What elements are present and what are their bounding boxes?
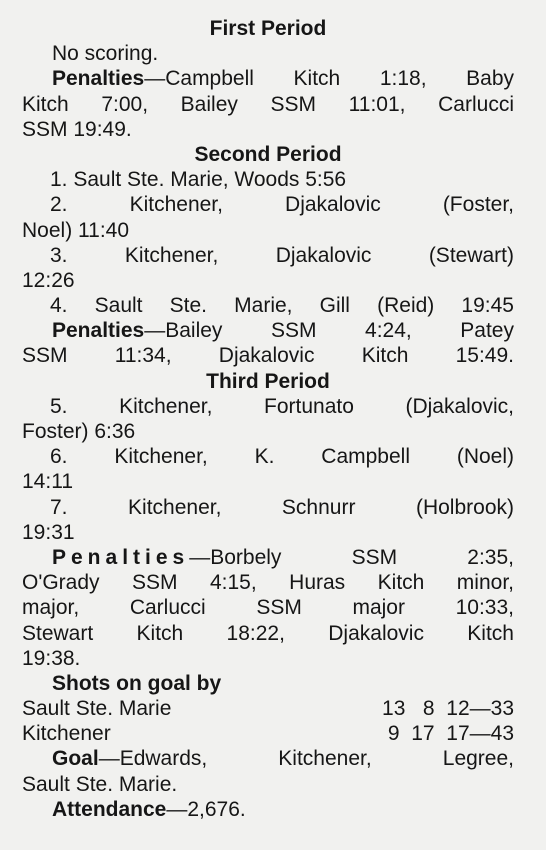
- goal-1: 1. Sault Ste. Marie, Woods 5:56: [50, 168, 347, 192]
- goal-4: 4. Sault Ste. Marie, Gill (Reid) 19:45: [50, 294, 514, 318]
- shots-p3: 12: [446, 697, 470, 721]
- goal-3-line-1: 3. Kitchener, Djakalovic (Stewart): [50, 243, 514, 267]
- shots-p1: 9: [387, 722, 400, 746]
- goal-7-line-2: 19:31: [22, 520, 75, 544]
- shots-total: 33: [490, 697, 514, 721]
- shots-total: 43: [490, 722, 514, 746]
- shots-values: [388, 721, 514, 746]
- shots-row-kitchener: [22, 721, 514, 746]
- shots-p3: 17: [446, 722, 470, 746]
- shots-team: Kitchener: [22, 722, 111, 746]
- first-period-penalties-line-3: SSM 19:49.: [22, 117, 132, 141]
- shots-p1: 13: [382, 697, 406, 721]
- shots-p2: 8: [422, 697, 435, 721]
- goalies-line-1: [22, 746, 514, 771]
- second-period-heading: Second Period: [194, 142, 342, 166]
- goal-2-line-2: Noel) 11:40: [22, 218, 130, 242]
- box-score-column: [22, 16, 514, 822]
- penalties-text: —Campbell Kitch 1:18, Baby: [144, 67, 514, 91]
- penalties-text: —Bailey SSM 4:24, Patey: [144, 319, 514, 343]
- shots-team: Sault Ste. Marie: [22, 697, 172, 721]
- goal-2-line-1: 2. Kitchener, Djakalovic (Foster,: [50, 193, 514, 217]
- penalties-label: Penalties: [52, 545, 190, 569]
- penalties-label: Penalties: [52, 67, 145, 91]
- shots-row-sault-ste-marie: [22, 696, 514, 721]
- third-period-penalties-line-4: Stewart Kitch 18:22, Djakalovic Kitch: [22, 621, 514, 645]
- shots-sep: —: [469, 722, 491, 746]
- second-period-penalties-line-1: [22, 318, 514, 343]
- first-period-heading: First Period: [209, 17, 327, 40]
- penalties-label: Penalties: [52, 319, 145, 343]
- goal-5-line-1: 5. Kitchener, Fortunato (Djakalovic,: [50, 394, 514, 418]
- attendance-value: —2,676.: [166, 797, 246, 821]
- goal-3-line-2: 12:26: [22, 268, 75, 292]
- third-period-heading: Third Period: [206, 369, 330, 393]
- goalies-line-2: Sault Ste. Marie.: [22, 772, 178, 796]
- third-period-penalties-line-3: major, Carlucci SSM major 10:33,: [22, 596, 514, 620]
- shots-heading: Shots on goal by: [52, 671, 222, 695]
- first-period-no-scoring: No scoring.: [52, 42, 159, 66]
- first-period-penalties-line-2: Kitch 7:00, Bailey SSM 11:01, Carlucci: [22, 92, 514, 116]
- penalties-text: —Borbely SSM 2:35,: [189, 545, 514, 569]
- goal-6-line-1: 6. Kitchener, K. Campbell (Noel): [50, 445, 514, 469]
- goal-text: —Edwards, Kitchener, Legree,: [98, 747, 514, 771]
- third-period-penalties-line-5: 19:38.: [22, 646, 81, 670]
- third-period-penalties-line-2: O'Grady SSM 4:15, Huras Kitch minor,: [22, 571, 514, 595]
- goal-6-line-2: 14:11: [22, 470, 73, 494]
- shots-values: [382, 696, 514, 721]
- goal-label: Goal: [52, 747, 99, 771]
- goal-5-line-2: Foster) 6:36: [22, 420, 136, 443]
- first-period-penalties-line-1: [22, 66, 514, 91]
- attendance-label: Attendance: [52, 797, 167, 821]
- shots-p2: 17: [411, 722, 435, 746]
- attendance-line: [22, 797, 514, 822]
- third-period-penalties-line-1: [22, 545, 514, 570]
- second-period-penalties-line-2: SSM 11:34, Djakalovic Kitch 15:49.: [22, 344, 514, 368]
- goal-7-line-1: 7. Kitchener, Schnurr (Holbrook): [50, 495, 514, 519]
- shots-sep: —: [469, 697, 491, 721]
